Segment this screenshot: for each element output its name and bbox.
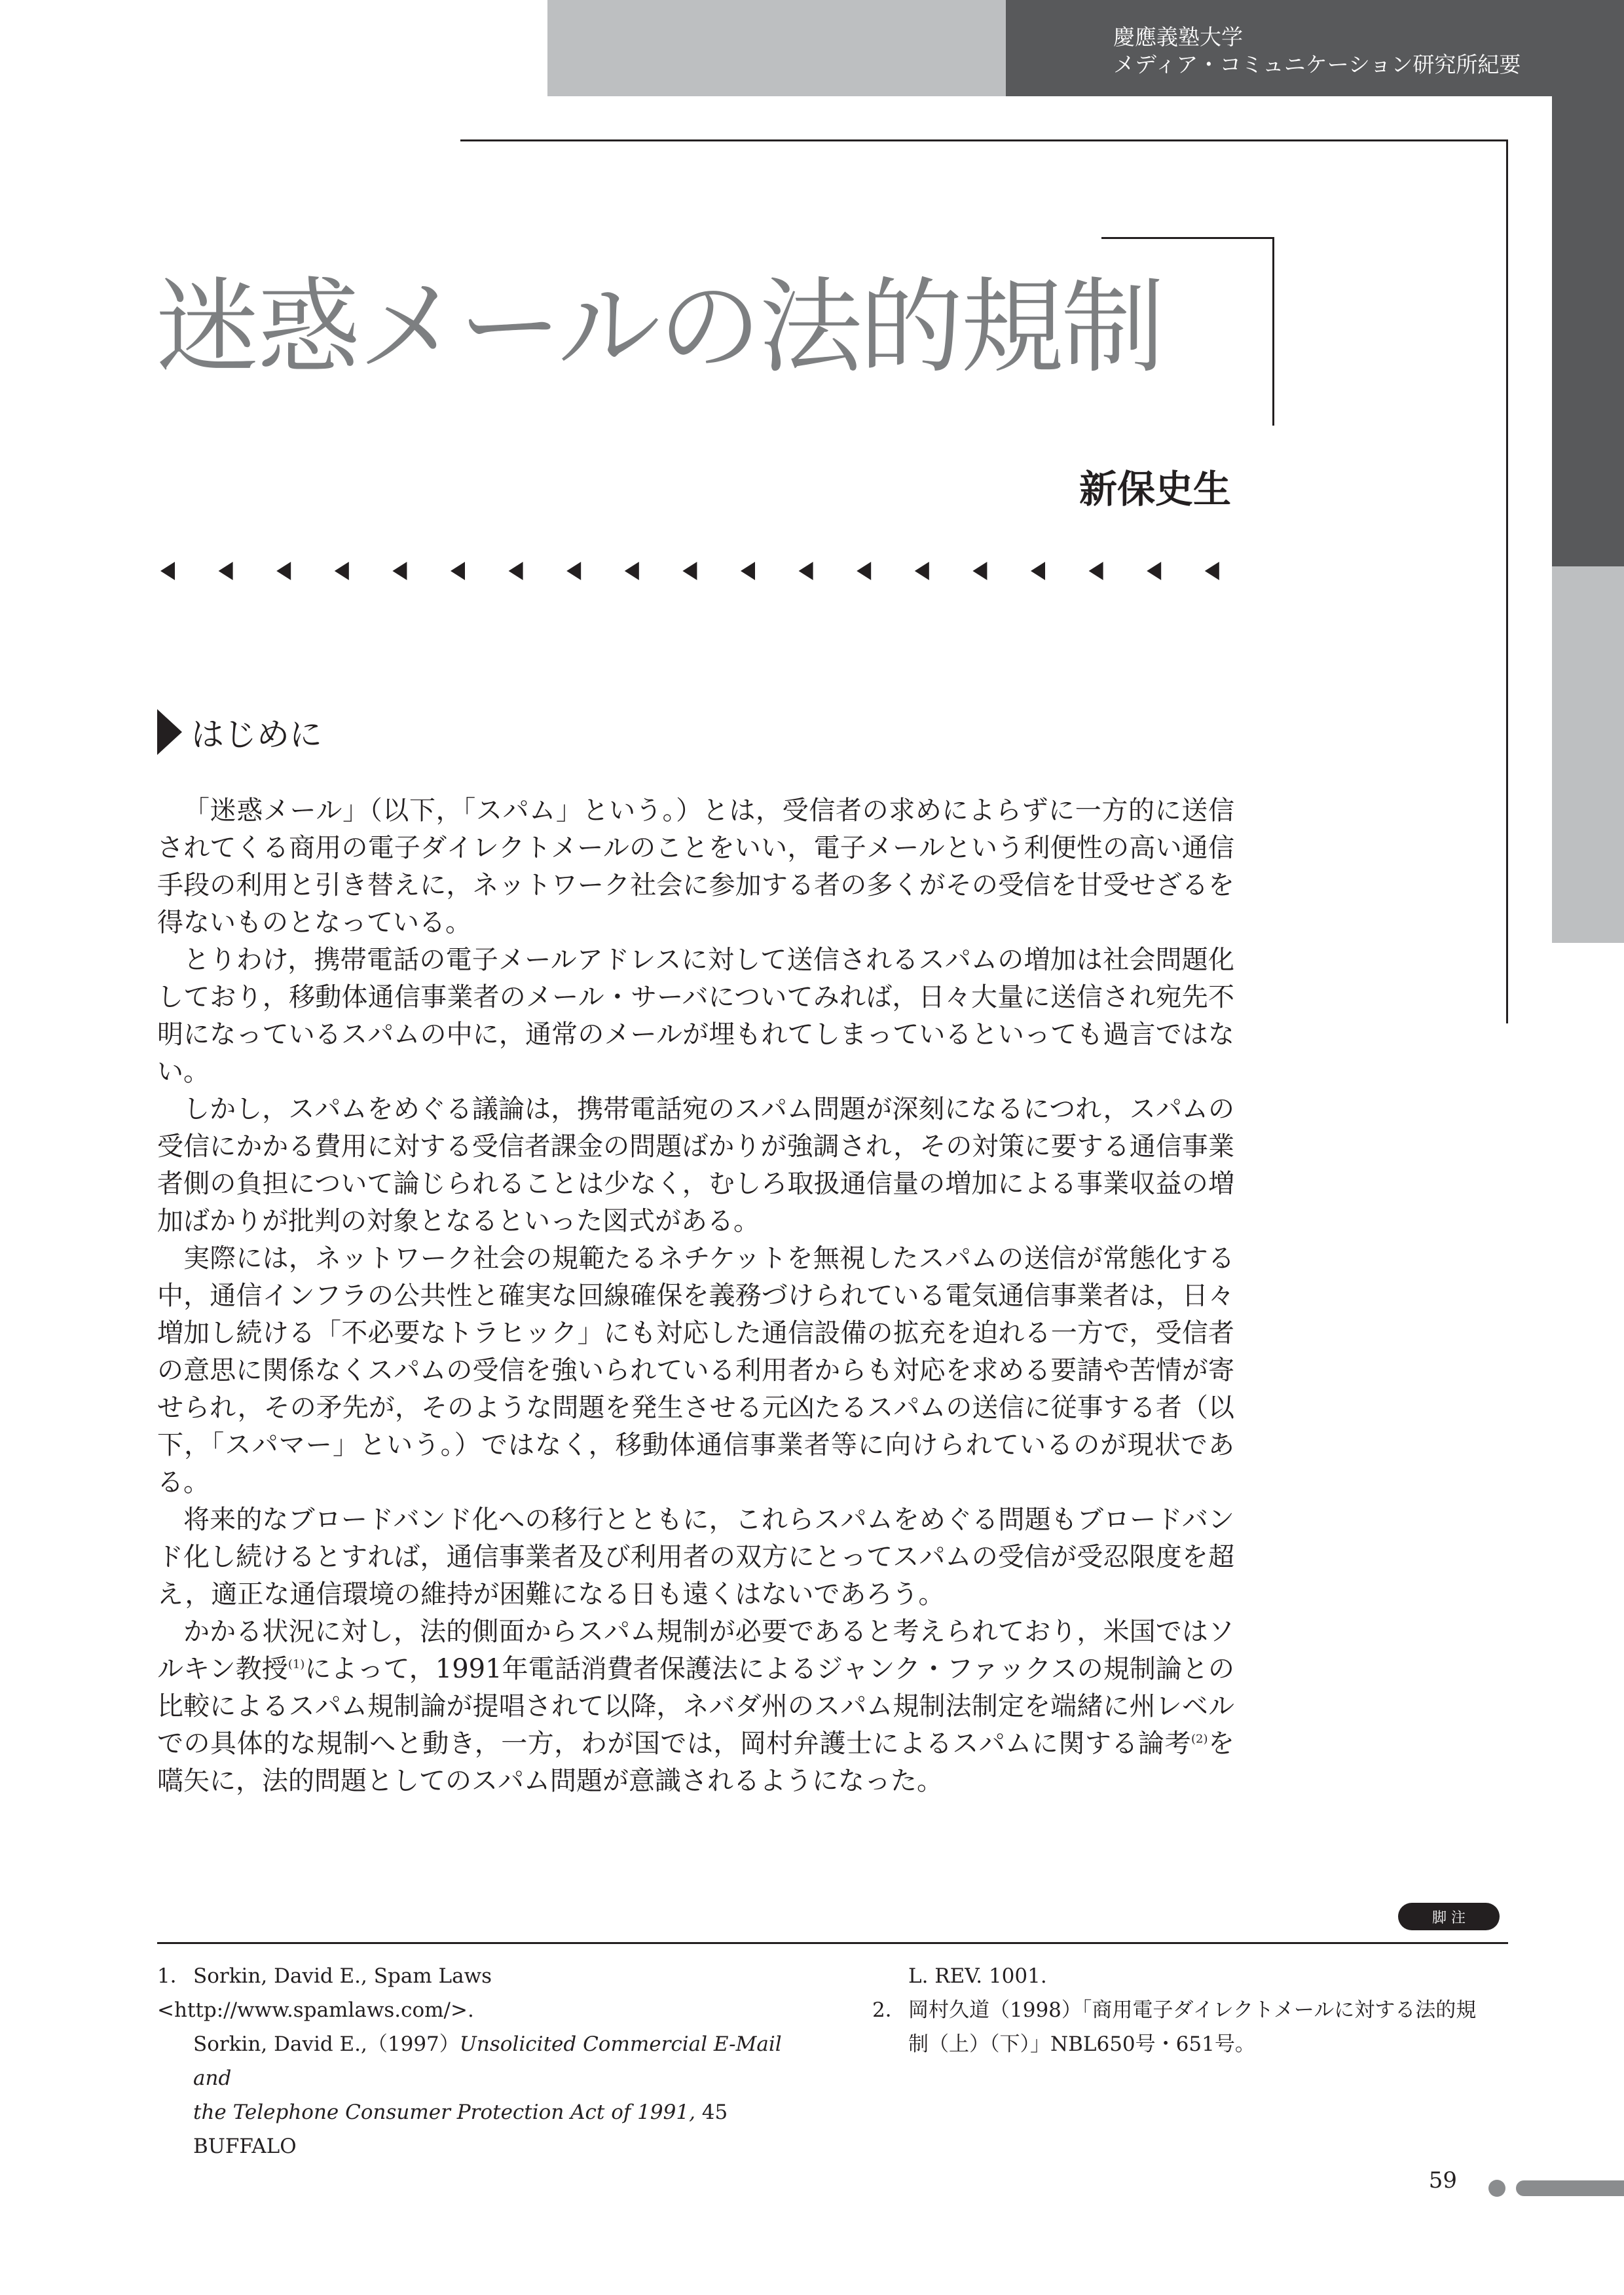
journal-name-line1: 慶應義塾大学 <box>1113 24 1243 50</box>
footnote-column-right <box>872 1959 1514 2061</box>
triangle-icon <box>276 562 291 580</box>
triangle-icon <box>625 562 639 580</box>
paragraph-text: かかる状況に対し，法的側面からスパム規制が必要であると考えられており，米国ではソルキン教授 <box>157 1617 1234 1684</box>
footnote-text: Sorkin, David E., Spam Laws <http://www.spamlaws.com/>. <box>157 1964 492 2022</box>
paragraph: 将来的なブロードバンド化への移行とともに，これらスパムをめぐる問題もブロードバンド化し続けるとすれば，通信事業者及び利用者の双方にとってスパムの受信が受忍限度を超え，適正な通信環境の維持が困難になる日も遠くはないであろう。 <box>157 1505 1234 1609</box>
footnote-text: 岡村久道（1998）「商用電子ダイレクトメールに対する法的規 <box>908 1998 1477 2022</box>
page-number: 59 <box>1428 2167 1457 2194</box>
footnote-2-line2: 制（上）（下）」NBL650号・651号。 <box>908 2032 1255 2056</box>
triangle-icon <box>509 562 523 580</box>
footnote-1-line2 <box>157 2027 799 2095</box>
triangle-row-icon <box>157 558 1238 584</box>
footnote-1 <box>157 1959 799 2163</box>
paragraph: 実際には，ネットワーク社会の規範たるネチケットを無視したスパムの送信が常態化する中，通信インフラの公共性と確実な回線確保を義務づけられている電気通信事業者は，日々増加し続ける「不必要なトラヒック」にも対応した通信設備の拡充を迫れる一方で，受信者の意思に関係なくスパムの受信を強いられている利用者からも対応を求める要請や苦情が寄せられ，その矛先が，そのような問題を発生させる元凶たるスパムの送信に従事する者（以下，「スパマー」という。）ではなく，移動体通信事業者等に向けられているのが現状である。 <box>157 1243 1234 1497</box>
triangle-icon <box>1031 562 1045 580</box>
triangle-icon <box>1089 562 1103 580</box>
paragraph: とりわけ，携帯電話の電子メールアドレスに対して送信されるスパムの増加は社会問題化しており，移動体通信事業者のメール・サーバについてみれば，日々大量に送信され宛先不明になっているスパムの中に，通常のメールが埋もれてしまっているといっても過言ではない。 <box>157 945 1234 1087</box>
journal-name <box>1113 24 1521 79</box>
footnote-title-italic: the Telephone Consumer Protection Act of 1991, <box>193 2101 695 2124</box>
triangle-icon <box>1147 562 1161 580</box>
footnote-ref-1[interactable]: (1) <box>287 1657 305 1672</box>
footnote-1-line3 <box>157 2095 799 2163</box>
triangle-icon <box>682 562 697 580</box>
triangle-icon <box>160 562 175 580</box>
title-corner-line-top <box>1101 237 1273 239</box>
section-arrow-icon <box>157 709 182 755</box>
footnote-text: Sorkin, David E.,（1997） <box>193 2032 460 2056</box>
page-dot-decoration <box>1488 2180 1505 2197</box>
journal-name-line2: メディア・コミュニケーション研究所紀要 <box>1113 52 1521 77</box>
article-title: 迷惑メールの法的規制 <box>156 267 1162 388</box>
body-text <box>157 792 1234 1800</box>
footnote-number: 1． <box>157 1964 191 1988</box>
title-corner-line-right <box>1272 237 1274 426</box>
triangle-icon <box>1205 562 1219 580</box>
section-heading <box>157 706 322 758</box>
paragraph: しかし，スパムをめぐる議論は，携帯電話宛のスパム問題が深刻になるにつれ，スパムの受信にかかる費用に対する受信者課金の問題ばかりが強調され，その対策に要する通信事業者側の負担について論じられることは少なく，むしろ取扱通信量の増加による事業収益の増加ばかりが批判の対象となるといった図式がある。 <box>157 1094 1234 1236</box>
triangle-icon <box>392 562 407 580</box>
triangle-icon <box>219 562 233 580</box>
triangle-icon <box>799 562 813 580</box>
footnote-title-italic: Unsolicited Commercial E-Mail and <box>193 2032 782 2090</box>
triangle-icon <box>451 562 465 580</box>
side-tab-light <box>1552 566 1624 943</box>
triangle-icon <box>857 562 871 580</box>
frame-line-top <box>460 139 1508 141</box>
frame-line-right <box>1506 139 1508 1023</box>
triangle-icon <box>915 562 929 580</box>
paragraph-text: を嚆矢に，法的問題としてのスパム問題が意識されるようになった。 <box>157 1729 1234 1796</box>
page-bar-decoration <box>1516 2180 1624 2196</box>
paragraph-text: によって，1991年電話消費者保護法によるジャンク・ファックスの規制論との比較によるスパム規制論が提唱されて以降，ネバダ州のスパム規制法制定を端緒に州レベルでの具体的な規制へと動き，一方，わが国では，岡村弁護士によるスパムに関する論考 <box>157 1654 1234 1759</box>
footnote-ref-2[interactable]: (2) <box>1190 1732 1208 1746</box>
footnote-1-line1 <box>157 1959 799 2027</box>
paragraph: 「迷惑メール」（以下，「スパム」という。）とは，受信者の求めによらずに一方的に送信されてくる商用の電子ダイレクトメールのことをいい，電子メールという利便性の高い通信手段の利用と引き替えに，ネットワーク社会に参加する者の多くがその受信を甘受せざるを得ないものとなっている。 <box>157 796 1234 938</box>
triangle-icon <box>335 562 349 580</box>
footnote-2-line1 <box>872 1993 1514 2027</box>
triangle-icon <box>972 562 987 580</box>
footnote-text: 45 BUFFALO <box>193 2101 728 2158</box>
triangle-icon <box>566 562 581 580</box>
side-tab-dark <box>1552 96 1624 566</box>
section-heading-label: はじめに <box>191 716 322 754</box>
footnote-number: 2． <box>872 1998 906 2022</box>
decorative-triangle-row <box>157 558 1238 584</box>
header-band-light <box>547 0 1006 96</box>
footnote-1-line4: L. REV. 1001. <box>908 1964 1047 1988</box>
footnote-rule <box>157 1942 1508 1944</box>
footnote-badge: 脚 注 <box>1398 1903 1500 1930</box>
article-author: 新保史生 <box>1079 467 1231 511</box>
triangle-icon <box>741 562 755 580</box>
paragraph <box>157 1613 1234 1800</box>
